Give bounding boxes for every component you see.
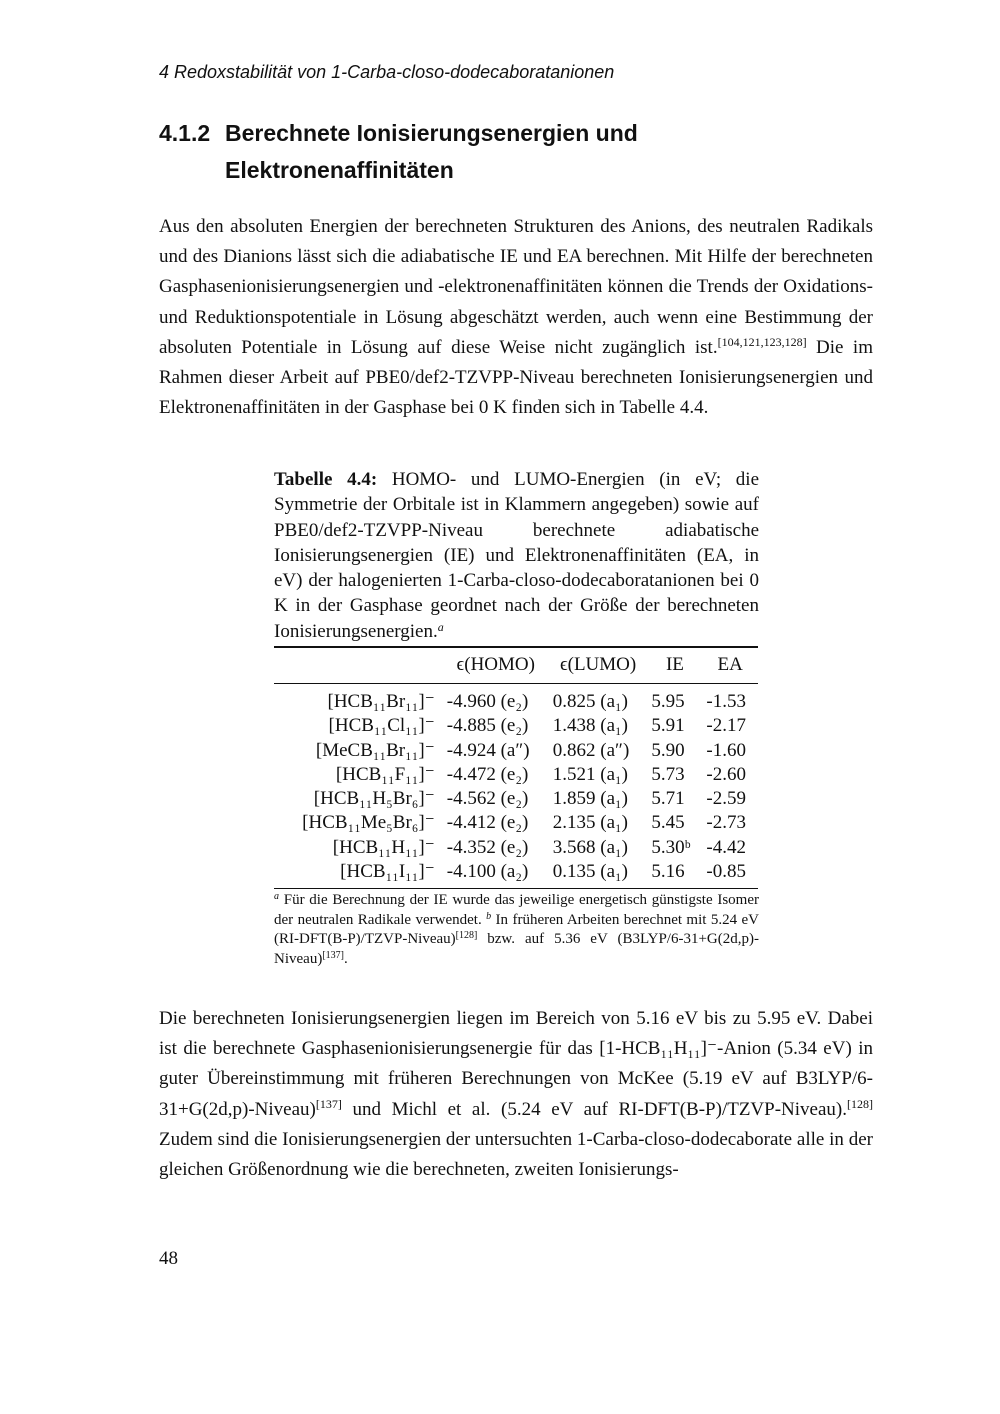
citation: [128] xyxy=(455,930,478,941)
cell-compound: [HCB₁₁I₁₁]⁻ xyxy=(274,860,443,889)
table-footnotes xyxy=(274,891,759,969)
discussion-paragraph xyxy=(159,1004,873,1185)
paragraph-text: Aus den absoluten Energien der berechneten Strukturen des Anions, des neutralen Radikals und des Dianions lässt sich die adiabatische IE und EA berechnen. Mit Hilfe der berechneten Gasphasenionisierungsenergien und -elektronenaffinitäten können die Trends der Oxidations- und Reduktionspotentiale in Lösung abgeschätzt werden, auch wenn eine Bestimmung der absoluten Potentiale in Lösung auf diese Weise nicht zugänglich ist. xyxy=(159,216,873,358)
cell-lumo: 1.859 (a₁) xyxy=(552,788,628,810)
cell-compound: [HCB₁₁Me₅Br₆]⁻ xyxy=(302,812,435,834)
citation: [137] xyxy=(315,1096,342,1111)
cell-homo: -4.924 (a″) xyxy=(446,739,530,761)
citation: [128] xyxy=(847,1096,873,1111)
cell-ie: 5.30ᵇ xyxy=(651,836,691,858)
cell-ie: 5.73 xyxy=(651,763,685,785)
cell-ea: -2.17 xyxy=(706,715,746,737)
table-caption xyxy=(274,467,759,644)
cell-lumo: 1.438 (a₁) xyxy=(552,715,628,737)
table-row xyxy=(274,684,758,715)
cell-homo: -4.412 (e₂) xyxy=(446,812,529,834)
cell-ea: -2.59 xyxy=(706,788,746,810)
table-header-row xyxy=(274,647,758,684)
citation: [137] xyxy=(322,949,344,961)
running-header: 4 Redoxstabilität von 1-Carba-closo-dodecaboratanionen xyxy=(159,62,615,82)
cell-compound: [HCB₁₁Br₁₁]⁻ xyxy=(327,691,435,712)
paragraph-text: Die im Rahmen dieser Arbeit auf PBE0/def2-TZVPP-Niveau berechneten Ionisierungsenergien und Elektronenaffinitäten in der Gasphase bei 0 K finden sich in Tabelle 4.4. xyxy=(159,336,873,419)
cell-ie: 5.16 xyxy=(647,860,702,889)
cell-compound: [HCB₁₁F₁₁]⁻ xyxy=(335,763,435,785)
paragraph-text: Zudem sind die Ionisierungsenergien der untersuchten 1-Carba-closo-dodecaborate alle in der gleichen Größenordnung wie die berechneten, zweiten Ionisierungs- xyxy=(159,1128,873,1181)
table-row xyxy=(274,787,758,811)
cell-homo: -4.472 (e₂) xyxy=(446,763,529,785)
cell-lumo: 0.825 (a₁) xyxy=(552,691,628,712)
header-ea: EA xyxy=(702,647,758,684)
footnote-a: Für die Berechnung der IE wurde das jeweilige energetisch günstigste Isomer der neutralen Radikale verwendet. xyxy=(274,892,759,928)
caption-footnote-mark: a xyxy=(437,619,444,634)
cell-ie: 5.71 xyxy=(651,788,685,810)
header-lumo: ϵ(LUMO) xyxy=(549,647,648,684)
cell-ie: 5.95 xyxy=(651,691,685,712)
cell-ea: -1.60 xyxy=(706,739,746,761)
cell-lumo: 3.568 (a₁) xyxy=(552,836,628,858)
paragraph-text: und Michl et al. (5.24 eV auf RI-DFT(B-P)/TZVP-Niveau). xyxy=(341,1098,847,1120)
footnote-b: bzw. auf 5.36 eV (B3LYP/6-31+G(2d,p)-Niveau) xyxy=(274,931,759,967)
cell-homo: -4.562 (e₂) xyxy=(446,788,529,810)
table-row xyxy=(274,714,758,738)
cell-homo: -4.100 (a₂) xyxy=(443,860,549,889)
section-title-line2: Elektronenaffinitäten xyxy=(225,157,454,183)
table-row xyxy=(274,836,758,860)
caption-text: HOMO- und LUMO-Energien (in eV; die Symmetrie der Orbitale ist in Klammern angegeben) sowie auf PBE0/def2-TZVPP-Niveau berechnete adiabatische Ionisierungsenergien (IE) und Elektronenaffinitäten (EA, in eV) der halogenierten 1-Carba-closo-dodecaboratanionen bei 0 K in der Gasphase geordnet nach der Größe der berechneten Ionisierungsenergien. xyxy=(274,469,760,642)
section-heading xyxy=(159,115,859,189)
table-row xyxy=(274,811,758,835)
cell-compound: [MeCB₁₁Br₁₁]⁻ xyxy=(315,739,435,761)
cell-ea: -0.85 xyxy=(702,860,758,889)
cell-ie: 5.91 xyxy=(651,715,685,737)
cell-homo: -4.960 (e₂) xyxy=(446,691,529,712)
citation: [104,121,123,128] xyxy=(717,334,807,349)
cell-ie: 5.45 xyxy=(651,812,685,834)
cell-ea: -1.53 xyxy=(706,691,746,712)
energies-table xyxy=(274,646,758,889)
cell-compound: [HCB₁₁H₅Br₆]⁻ xyxy=(313,788,435,810)
section-title-line1: Berechnete Ionisierungsenergien und xyxy=(225,120,638,146)
cell-compound: [HCB₁₁Cl₁₁]⁻ xyxy=(328,715,435,737)
caption-label: Tabelle 4.4: xyxy=(274,469,378,490)
cell-lumo: 2.135 (a₁) xyxy=(552,812,628,834)
table-row xyxy=(274,860,758,889)
cell-ea: -4.42 xyxy=(706,836,746,858)
intro-paragraph xyxy=(159,212,873,423)
cell-lumo: 0.135 (a₁) xyxy=(549,860,648,889)
cell-lumo: 1.521 (a₁) xyxy=(552,763,628,785)
table-row xyxy=(274,739,758,763)
cell-ie: 5.90 xyxy=(651,739,685,761)
cell-homo: -4.352 (e₂) xyxy=(446,836,529,858)
cell-ea: -2.73 xyxy=(706,812,746,834)
paragraph-text: Die berechneten Ionisierungsenergien liegen im Bereich von 5.16 eV bis zu 5.95 eV. Dabei ist die berechnete Gasphasenionisierungsenergie für das [1-HCB₁₁H₁₁]⁻-Anion (5.34 eV) in guter Übereinstimmung mit früheren Berechnungen von McKee (5.19 eV auf B3LYP/6-31+G(2d,p)-Niveau) xyxy=(159,1008,873,1120)
page-number: 48 xyxy=(159,1248,178,1269)
footnote-b: . xyxy=(343,950,348,967)
header-ie: IE xyxy=(647,647,702,684)
cell-lumo: 0.862 (a″) xyxy=(552,739,630,761)
footnote-b: In früheren Arbeiten berechnet mit 5.24 eV (RI-DFT(B-P)/TZVP-Niveau) xyxy=(274,911,759,947)
footnote-mark: b xyxy=(486,910,492,922)
cell-homo: -4.885 (e₂) xyxy=(446,715,529,737)
table-row xyxy=(274,763,758,787)
cell-compound: [HCB₁₁H₁₁]⁻ xyxy=(332,836,435,858)
header-compound xyxy=(274,647,443,684)
footnote-mark: a xyxy=(274,891,279,902)
header-homo: ϵ(HOMO) xyxy=(443,647,549,684)
cell-ea: -2.60 xyxy=(706,763,746,785)
section-number: 4.1.2 xyxy=(159,120,211,146)
